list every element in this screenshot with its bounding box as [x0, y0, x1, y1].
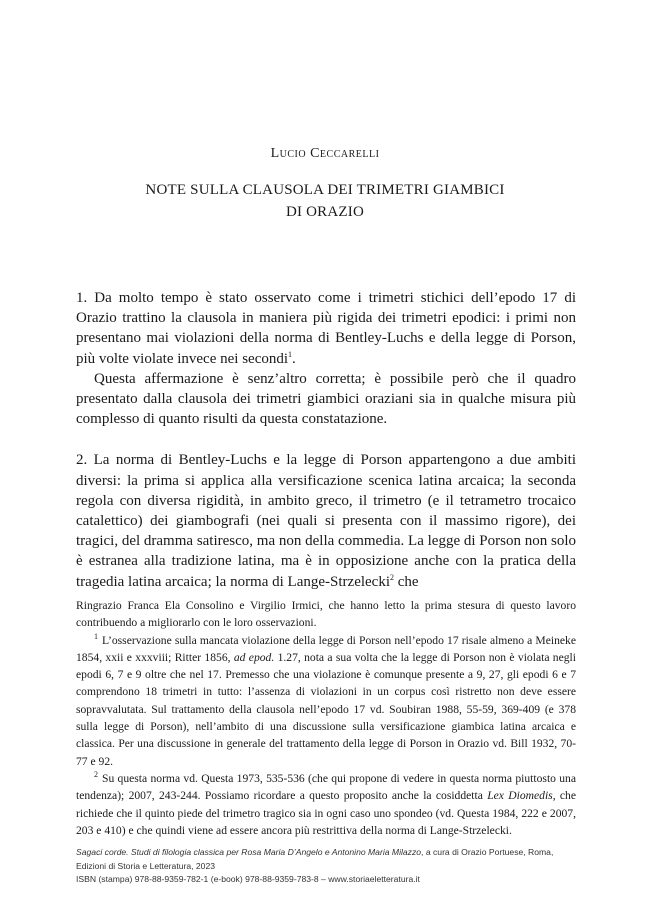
imprint — [76, 846, 576, 887]
acknowledgement-note: Ringrazio Franca Ela Consolino e Virgilio Irmici, che hanno letto la prima stesura di questo lavoro contribuendo a migliorarlo con le loro osservazioni. — [76, 599, 576, 630]
footnote-ref-1[interactable]: 1 — [288, 349, 293, 359]
paragraph-1-end: . — [292, 350, 296, 367]
imprint-book-title: Sagaci corde. Studi di filologia classica per Rosa Maria D’Angelo e Antonino Maria Milazzo — [76, 847, 422, 857]
paragraph-3-end: che — [394, 573, 419, 590]
title-line-1: NOTE SULLA CLAUSOLA DEI TRIMETRI GIAMBICI — [145, 182, 505, 198]
footnote-2-mark: 2 — [94, 770, 98, 780]
author-text: Lucio Ceccarelli — [270, 146, 380, 161]
paragraph-3 — [76, 450, 576, 591]
footnote-2-text-b: , che richiede che il quinto piede del trimetro tragico sia in ogni caso uno spondeo (vd. Questa 1984, 222 e 2007, 203 e 410) e che quindi viene ad essere ancora più restrittiva della norma di Lange-Strzelecki. — [76, 789, 576, 837]
footnote-1-text-b: 1.27, nota a sua volta che la legge di Porson non è violata negli epodi 6, 7 e 9 oltre che nel 17. Premesso che una violazione è comunque presente a 9, 27, gli epodi 6 e 7 comprendono 18 trimetri in tutto: l’assenza di violazioni in un corpus così ristretto non deve essere sopravvalutata. Sul trattamento della clausola nell’epodo 17 vd. Soubiran 1988, 55-59, 369-409 (e 378 sulla legge di Porson), nell’ambito di una discussione sulla versificazione giambica latina arcaica e classica. Per una discussione in generale del trattamento della legge di Porson in Orazio vd. Bill 1932, 70-77 e 92. — [76, 650, 576, 768]
article-title — [60, 179, 590, 223]
footnote-1-italic: ad epod. — [233, 650, 275, 664]
footnote-1 — [76, 632, 576, 770]
imprint-citation — [76, 846, 576, 873]
footnote-2 — [76, 770, 576, 839]
footnote-2-text-a: Su questa norma vd. Questa 1973, 535-536 (che qui propone di vedere in questa norma piuttosto una tendenza); 2007, 243-244. Possiamo ricordare a questo proposito anche la cosiddetta — [76, 771, 576, 803]
footnote-ref-2[interactable]: 2 — [390, 572, 394, 582]
paragraph-3-text: 2. La norma di Bentley-Luchs e la legge di Porson appartengono a due ambiti diversi: la prima si applica alla versificazione scenica latina arcaica; la seconda regola con diversa rigidità, in ambito greco, il trimetro (e il tetrametro trocaico catalettico) dei giambografi (nei quali si presenta con il massimo rigore), dei tragici, del dramma satiresco, ma non della commedia. La legge di Porson non solo è estranea alla tradizione latina, ma è in opposizione anche con la pratica della tragedia latina arcaica; la norma di Lange-Strzelecki — [76, 452, 576, 590]
paragraph-1-text: 1. Da molto tempo è stato osservato come i trimetri stichici dell’epodo 17 di Orazio trattino la clausola in maniera più rigida dei trimetri epodici: i primi non presentano mai violazioni della norma di Bentley-Luchs e della legge di Porson, più volte violate invece nei secondi — [76, 290, 576, 367]
imprint-isbn: ISBN (stampa) 978-88-9359-782-1 (e-book) 978-88-9359-783-8 – www.storiaeletteratura.it — [76, 874, 420, 885]
footnotes — [76, 597, 576, 839]
paragraph-2: Questa affermazione è senz’altro corretta; è possibile però che il quadro presentato dalla clausola dei trimetri giambici oraziani sia in qualche misura più complesso di quanto risulti da questa constatazione. — [76, 370, 576, 428]
imprint-publisher: , a cura di Orazio Portuese, Roma, Edizioni di Storia e Letteratura, 2023 — [76, 847, 554, 871]
footnote-2-italic: Lex Diomedis — [487, 789, 553, 803]
paragraph-1 — [76, 288, 576, 369]
author-name — [0, 146, 650, 162]
footnote-1-mark: 1 — [94, 631, 98, 641]
main-text — [76, 288, 576, 592]
footnote-1-text-a: L’osservazione sulla mancata violazione della legge di Porson nell’epodo 17 risale almeno a Meineke 1854, xxii e xxxviii; Ritter 1856, — [76, 633, 576, 664]
title-line-2: DI ORAZIO — [285, 204, 365, 220]
